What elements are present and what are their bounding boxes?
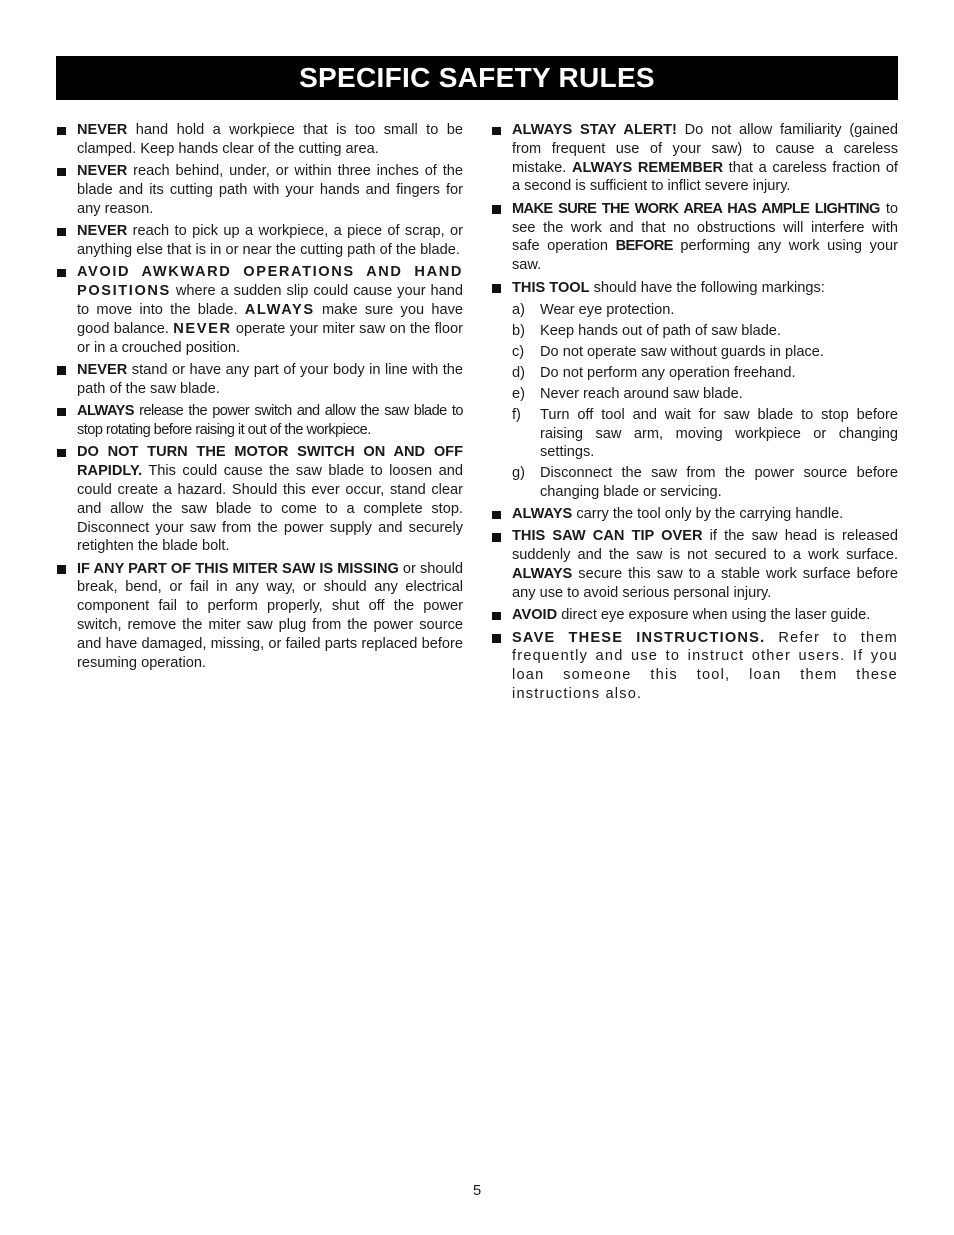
rule-emphasis: THIS TOOL [512, 279, 590, 296]
list-item-letter: c) [512, 343, 525, 360]
rule-text: stand or have any part of your body in line with the path of the saw blade. [77, 361, 463, 397]
safety-rule [491, 121, 898, 196]
rule-text: to see the work and that no obstructions will interfere with safe operation [512, 200, 898, 255]
list-item [491, 406, 898, 462]
list-item-text: Do not operate saw without guards in place. [540, 343, 824, 360]
rule-text: should have the following markings: [589, 279, 825, 296]
rule-text: hand hold a workpiece that is too small to be clamped. Keep hands clear of the cutting area. [77, 122, 463, 157]
list-item-text: Keep hands out of path of saw blade. [540, 322, 781, 339]
square-bullet-icon [492, 284, 501, 293]
square-bullet-icon [57, 449, 66, 458]
rule-text: or should break, bend, or fail in any way, or should any electrical component fail to perform properly, shut off the power switch, remove the miter saw plug from the power source and have damaged, missing, or failed parts replaced before resuming operation. [77, 560, 463, 671]
list-item [491, 364, 898, 383]
safety-rule [56, 560, 463, 673]
safety-rule [491, 606, 898, 625]
rule-emphasis: ALWAYS STAY ALERT! [512, 122, 677, 138]
safety-rule [56, 222, 463, 260]
rule-emphasis: AVOID AWKWARD OPERATIONS AND HAND POSITIONS [77, 264, 463, 300]
safety-rule [491, 279, 898, 298]
square-bullet-icon [57, 408, 66, 417]
safety-rule [56, 162, 463, 218]
right-column [491, 121, 898, 707]
list-item-text: Never reach around saw blade. [540, 385, 743, 402]
safety-rule [491, 505, 898, 524]
square-bullet-icon [57, 228, 66, 237]
left-column [56, 121, 463, 676]
rule-text: reach to pick up a workpiece, a piece of scrap, or anything else that is in or near the cutting path of the blade. [77, 223, 463, 258]
rule-emphasis: NEVER [77, 122, 128, 138]
rule-text: direct eye exposure when using the laser guide. [557, 607, 871, 624]
rule-text: where a sudden slip could cause your hand to move into the blade. [77, 283, 463, 318]
rule-text: operate your miter saw on the floor or in a crouched position. [77, 320, 463, 356]
square-bullet-icon [492, 634, 501, 643]
square-bullet-icon [492, 533, 501, 542]
page-number: 5 [472, 1183, 482, 1199]
rule-emphasis: IF ANY PART OF THIS MITER SAW IS MISSING [77, 560, 399, 577]
square-bullet-icon [492, 511, 501, 520]
rule-emphasis: ALWAYS [512, 566, 573, 583]
rule-emphasis: ALWAYS [77, 403, 134, 420]
list-item-text: Do not perform any operation freehand. [540, 364, 796, 381]
square-bullet-icon [57, 565, 66, 574]
rule-text: release the power switch and allow the saw blade to stop rotating before raising it out of the workpiece. [77, 403, 463, 438]
list-item-letter: f) [512, 406, 521, 423]
safety-rule [56, 443, 463, 556]
list-item-letter: d) [512, 364, 525, 381]
list-item-letter: a) [512, 301, 525, 318]
rule-emphasis: NEVER [77, 223, 128, 240]
markings-list [491, 301, 898, 502]
square-bullet-icon [57, 168, 66, 177]
square-bullet-icon [57, 269, 66, 278]
rule-text: make sure you have good balance. [77, 301, 463, 337]
rule-emphasis: DO NOT TURN THE MOTOR SWITCH ON AND OFF RAPIDLY. [77, 444, 463, 480]
rule-emphasis: NEVER [77, 163, 128, 180]
safety-rule [56, 361, 463, 399]
list-item-text: Turn off tool and wait for saw blade to stop before raising saw arm, moving workpiece or changing settings. [540, 406, 898, 461]
safety-rule [491, 527, 898, 602]
list-item [491, 343, 898, 362]
rule-emphasis: MAKE SURE THE WORK AREA HAS AMPLE LIGHTING [512, 200, 880, 217]
rule-text: reach behind, under, or within three inches of the blade and its cutting path with your hands and fingers for any reason. [77, 163, 463, 217]
rule-emphasis: ALWAYS REMEMBER [571, 159, 724, 176]
square-bullet-icon [492, 612, 501, 621]
list-item-letter: e) [512, 385, 525, 402]
rule-text: if the saw head is released suddenly and the saw is not secured to a work surface. [512, 528, 898, 564]
rule-text: that a careless fraction of a second is sufficient to inflict severe injury. [512, 159, 898, 195]
safety-rule [491, 200, 898, 275]
square-bullet-icon [57, 366, 66, 375]
list-item-text: Disconnect the saw from the power source before changing blade or servicing. [540, 465, 898, 501]
safety-rule [491, 629, 898, 704]
list-item [491, 301, 898, 320]
rule-text: secure this saw to a stable work surface before any use to avoid serious personal injury. [512, 566, 898, 601]
rule-text: carry the tool only by the carrying handle. [572, 506, 844, 523]
rule-emphasis: NEVER [173, 320, 232, 337]
rule-emphasis: ALWAYS [244, 301, 315, 318]
rule-emphasis: SAVE THESE INSTRUCTIONS. [512, 629, 766, 646]
list-item [491, 322, 898, 341]
square-bullet-icon [57, 127, 66, 136]
safety-rule [56, 402, 463, 440]
list-item-letter: g) [512, 465, 525, 482]
rule-emphasis: NEVER [77, 361, 128, 378]
square-bullet-icon [492, 205, 501, 214]
rule-text: performing any work using your saw. [512, 238, 898, 274]
list-item [491, 385, 898, 404]
page-title: SPECIFIC SAFETY RULES [56, 56, 898, 100]
rule-text: Do not allow familiarity (gained from frequent use of your saw) to cause a careless mistake. [512, 122, 899, 176]
list-item [491, 464, 898, 502]
rule-text: Refer to them frequently and use to instruct other users. If you loan someone this tool, loan them these instructions also. [512, 629, 899, 702]
rule-emphasis: BEFORE [615, 238, 673, 255]
rule-emphasis: AVOID [512, 607, 558, 624]
rule-emphasis: ALWAYS [512, 506, 573, 523]
square-bullet-icon [492, 127, 501, 136]
safety-rule [56, 263, 463, 357]
rule-text: This could cause the saw blade to loosen and could create a hazard. Should this ever occur, stand clear and allow the saw blade to come to a complete stop. Disconnect your saw from the power supply and securely retighten the blade bolt. [77, 463, 463, 555]
list-item-letter: b) [512, 322, 525, 339]
list-item-text: Wear eye protection. [540, 301, 675, 318]
safety-rule [56, 121, 463, 159]
rule-emphasis: THIS SAW CAN TIP OVER [512, 528, 703, 545]
